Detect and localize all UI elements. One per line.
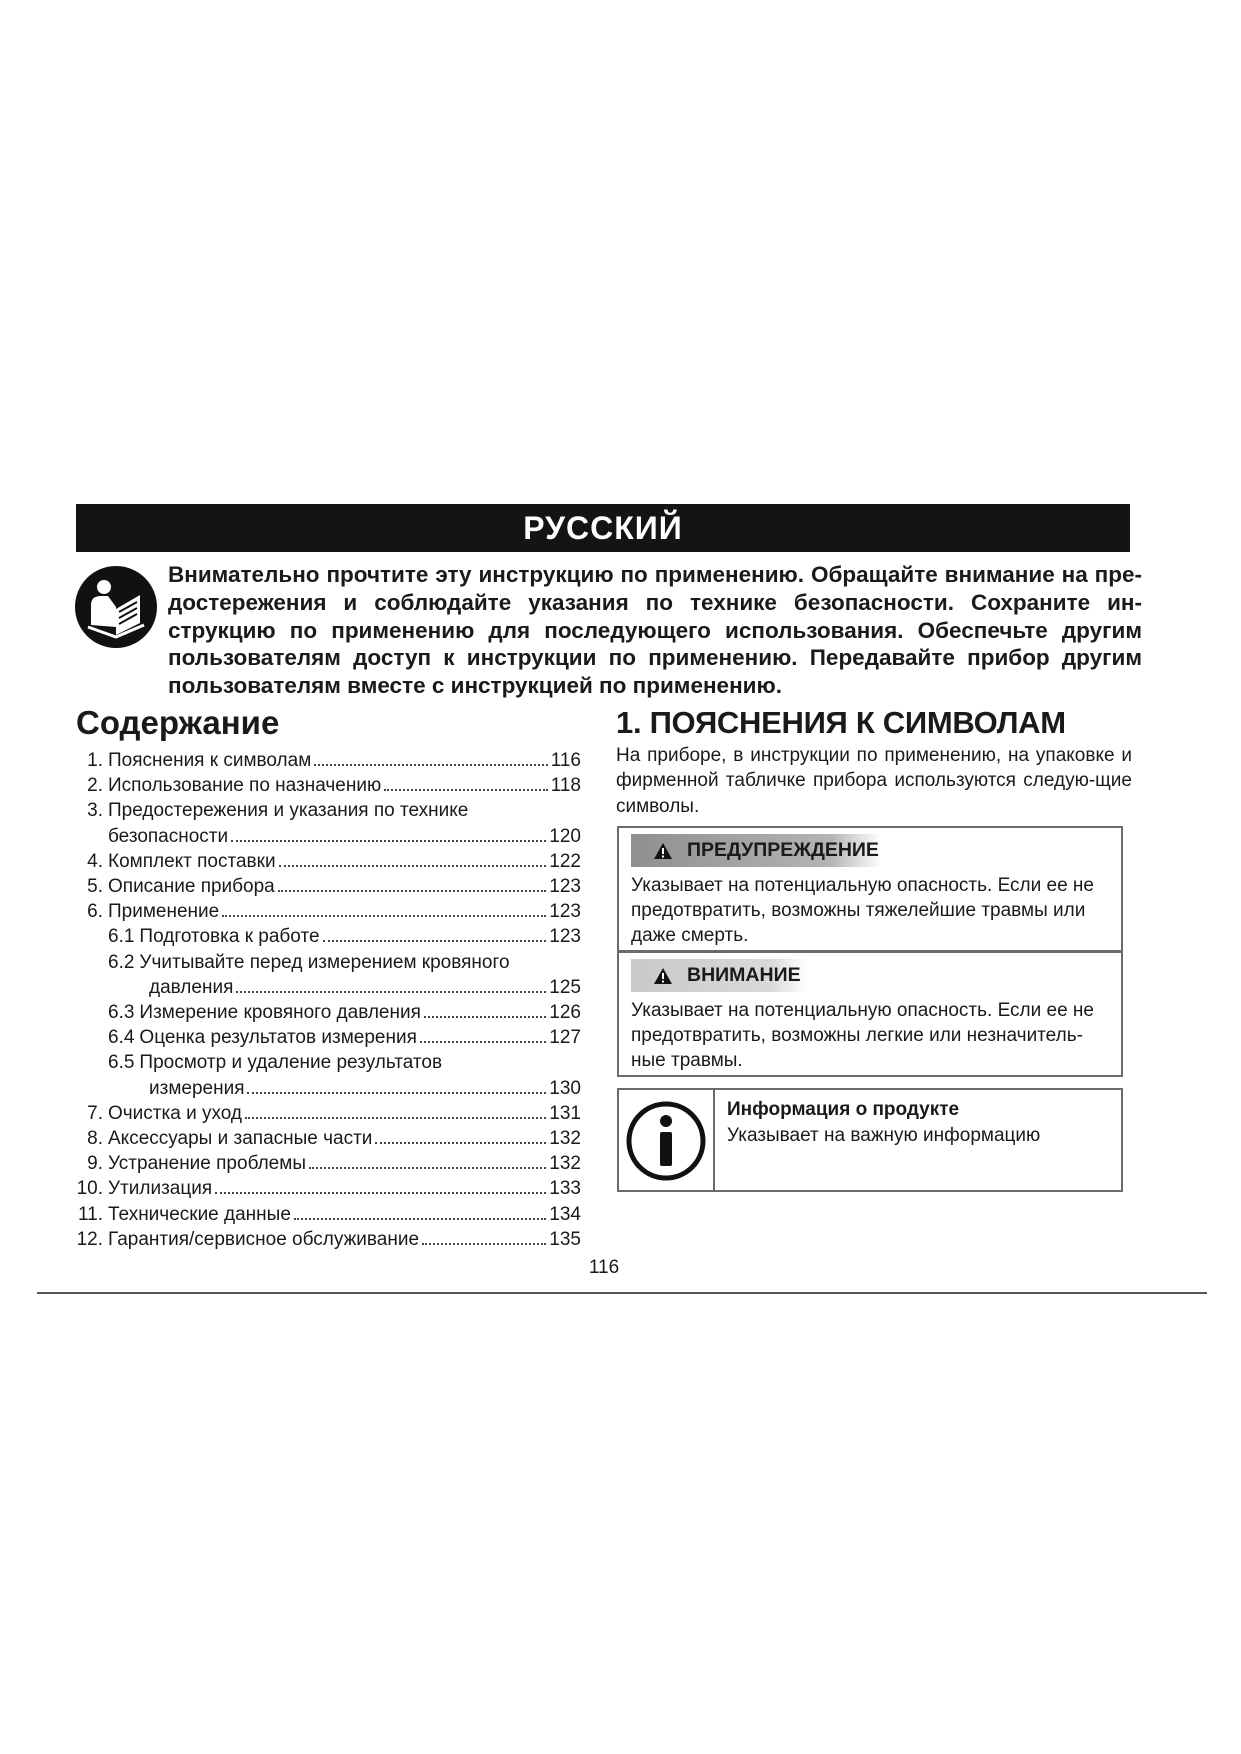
toc-subitem[interactable]: 6.3 Измерение кровяного давления 126 — [108, 1002, 581, 1024]
caution-label: ВНИМАНИЕ — [687, 964, 801, 986]
section-intro: На приборе, в инструкции по применению, на упаковке и фирменной табличке прибора используются следую-щие символы. — [616, 745, 1132, 817]
warning-triangle-icon — [653, 967, 673, 985]
toc-item[interactable]: 9. Устранение проблемы 132 — [87, 1153, 581, 1175]
toc-item[interactable]: 11. Технические данные 134 — [77, 1203, 581, 1225]
divider — [713, 1090, 715, 1190]
toc-item[interactable]: 7. Очистка и уход 131 — [87, 1102, 581, 1124]
info-icon — [626, 1101, 706, 1181]
warning-box — [617, 826, 1123, 952]
bottom-rule — [37, 1292, 1207, 1294]
page-number: 116 — [588, 1257, 620, 1278]
info-box — [617, 1088, 1123, 1192]
warning-triangle-icon — [653, 842, 673, 860]
section-title: 1. ПОЯСНЕНИЯ К СИМВОЛАМ — [616, 705, 1066, 740]
toc-item[interactable]: 12. Гарантия/сервисное обслуживание 135 — [76, 1228, 581, 1250]
caution-box — [617, 951, 1123, 1077]
toc-item[interactable]: 2. Использование по назначению 118 — [87, 775, 581, 797]
toc-item[interactable]: 5. Описание прибора 123 — [87, 876, 581, 898]
toc-item[interactable]: 3. Предостережения и указания по технике безопасности 120 — [87, 800, 581, 847]
toc-subitem[interactable]: 6.4 Оценка результатов измерения 127 — [108, 1027, 581, 1049]
warning-text: Указывает на потенциальную опасность. Если ее не предотвратить, возможны тяжелейшие травмы или даже смерть. — [631, 875, 1094, 947]
toc-title: Содержание — [76, 704, 280, 741]
toc-item[interactable]: 4. Комплект поставки 122 — [87, 850, 581, 872]
toc-subitem[interactable]: 6.2 Учитывайте перед измерением кровяного давления 125 — [108, 951, 581, 998]
toc-item[interactable]: 1. Пояснения к символам 116 — [87, 750, 581, 771]
warning-label: ПРЕДУПРЕЖДЕНИЕ — [687, 839, 879, 861]
toc-subitem[interactable]: 6.5 Просмотр и удаление результатов измерения 130 — [108, 1052, 581, 1099]
caution-text: Указывает на потенциальную опасность. Если ее не предотвратить, возможны легкие или незначитель-ные травмы. — [631, 1000, 1094, 1072]
table-of-contents — [76, 748, 581, 1252]
toc-subitem[interactable]: 6.1 Подготовка к работе 123 — [108, 926, 581, 948]
intro-text: Внимательно прочтите эту инструкцию по применению. Обращайте внимание на пре-достережения и соблюдайте указания по технике безопасности. Сохраните ин-струкцию по применению для последующего использования. Обеспечьте другим пользователям доступ к инструкции по применению. Передавайте прибор другим пользователям вместе с инструкцией по применению. — [168, 562, 1142, 699]
info-text: Указывает на важную информацию — [727, 1125, 1041, 1146]
language-header: РУССКИЙ — [76, 504, 1130, 552]
toc-item[interactable]: 8. Аксессуары и запасные части 132 — [87, 1128, 581, 1150]
toc-item[interactable]: 6. Применение 123 — [87, 901, 581, 923]
info-title: Информация о продукте — [727, 1099, 960, 1120]
toc-item[interactable]: 10. Утилизация 133 — [76, 1178, 581, 1200]
read-manual-icon — [74, 565, 158, 649]
